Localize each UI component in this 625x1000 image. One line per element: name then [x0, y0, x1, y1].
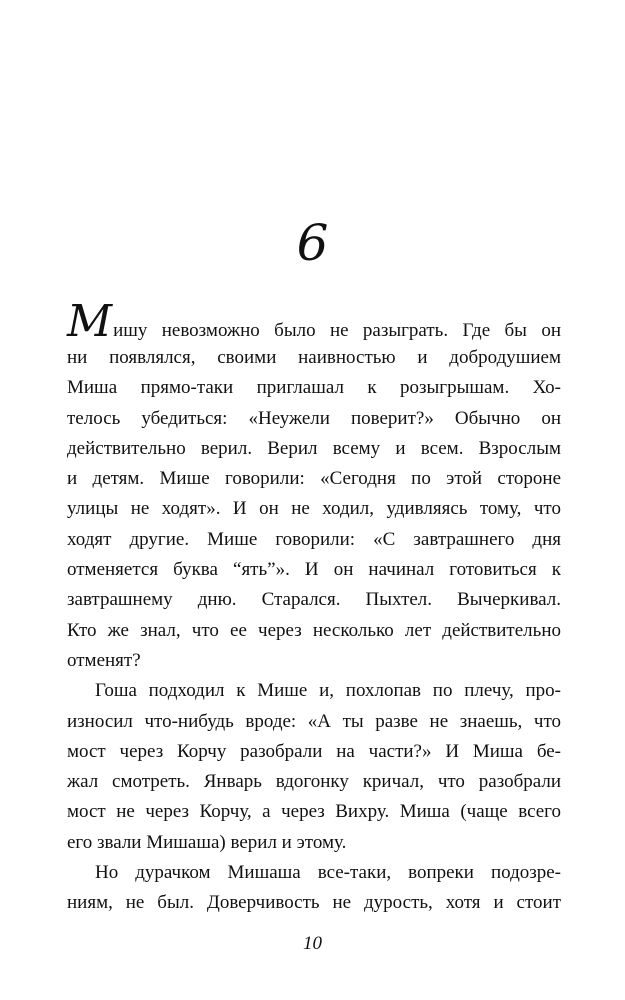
- text-line: телось убедиться: «Неужели поверит?» Обычно он: [67, 407, 561, 429]
- text-line: отменят?: [67, 649, 141, 671]
- text-line: ниям, не был. Доверчивость не дурость, хотя и стоит: [67, 892, 561, 914]
- text-line: ни появлялся, своими наивностью и добродушием: [67, 347, 561, 368]
- text-line: и детям. Мише говорили: «Сегодня по этой стороне: [67, 468, 561, 490]
- text-line: его звали Мишаша) верил и этому.: [67, 831, 347, 853]
- text-line-content: ишу невозможно было не разыграть. Где бы он: [113, 320, 561, 341]
- text-line: завтрашнему дню. Старался. Пыхтел. Вычеркивал.: [67, 589, 561, 611]
- text-line: износил что-нибудь вроде: «А ты разве не знаешь, что: [67, 710, 561, 732]
- body-text: [67, 296, 561, 919]
- drop-cap: М: [67, 296, 113, 347]
- text-line: действительно верил. Верил всему и всем. Взрослым: [67, 437, 561, 459]
- text-line: улицы не ходят». И он не ходил, удивляясь тому, что: [67, 498, 561, 520]
- chapter-number: 6: [296, 214, 329, 272]
- text-line: [67, 296, 561, 347]
- text-line: Но дурачком Мишаша все-таки, вопреки подозре-: [95, 862, 561, 884]
- text-line: жал смотреть. Январь вдогонку кричал, что разобрали: [67, 771, 561, 793]
- text-line: мост через Корчу разобрали на части?» И Миша бе-: [67, 740, 561, 762]
- text-line: ходят другие. Мише говорили: «С завтрашнего дня: [67, 528, 561, 550]
- text-line: Миша прямо-таки приглашал к розыгрышам. Хо-: [67, 377, 561, 399]
- page-number: 10: [303, 933, 322, 954]
- text-line: Гоша подходил к Мише и, похлопав по плечу, про-: [95, 680, 561, 702]
- text-line: Кто же знал, что ее через несколько лет действительно: [67, 619, 561, 641]
- text-line: мост не через Корчу, а через Вихру. Миша (чаще всего: [67, 801, 561, 823]
- text-line: отменяется буква “ять”». И он начинал готовиться к: [67, 559, 561, 581]
